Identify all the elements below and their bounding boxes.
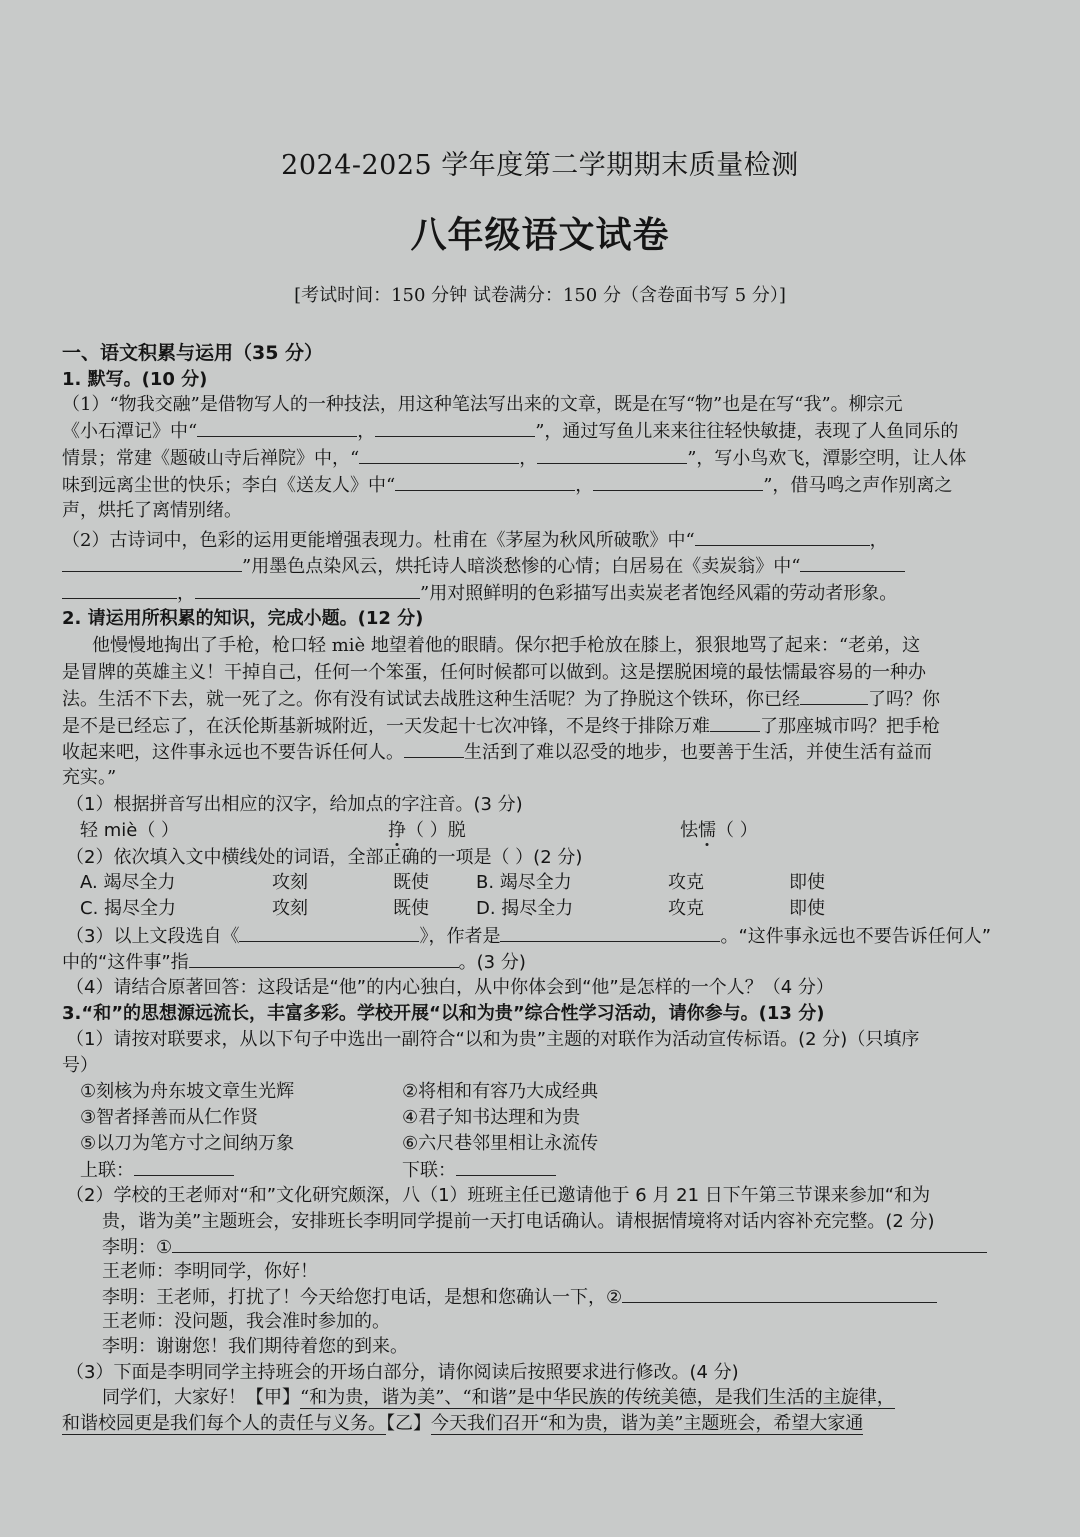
q2-passage-line4: 是不是已经忘了，在沃伦斯基新城附近，一天发起十七次冲锋，不是终于排除万难 了那座城市吗？把手枪	[62, 713, 940, 740]
answer-blank[interactable]	[593, 472, 763, 491]
answer-blank[interactable]	[800, 553, 905, 572]
answer-blank[interactable]	[359, 445, 519, 464]
answer-blank[interactable]	[197, 418, 357, 437]
dialog-line-1: 李明：①	[102, 1234, 987, 1261]
q3-sub1-line1: （1）请按对联要求，从以下句子中选出一副符合“以和为贵”主题的对联作为活动宣传标语。(2 分)（只填序	[66, 1029, 920, 1050]
upper-couplet-blank[interactable]	[134, 1157, 234, 1176]
q2-sub3-line2: 中的“这件事”指 。(3 分)	[62, 949, 526, 976]
answer-blank[interactable]	[62, 580, 177, 599]
q3-sub2-line1: （2）学校的王老师对“和”文化研究颇深，八（1）班班主任已邀请他于 6 月 21 日下午第三节课来参加“和为	[66, 1185, 931, 1206]
q1-p2-line1: （2）古诗词中，色彩的运用更能增强表现力。杜甫在《茅屋为秋风所破歌》中“ ，	[62, 527, 888, 554]
q1-p1-line5: 声，烘托了离情别绪。	[62, 500, 242, 521]
answer-blank[interactable]	[404, 739, 464, 758]
answer-blank[interactable]	[395, 472, 575, 491]
q2-sub1-item1[interactable]: 轻 miè（ ）	[80, 820, 180, 841]
option-d-word3: 即使	[789, 898, 825, 919]
underlined-sentence-jia: “和为贵，谐为美”、“和谐”是中华民族的传统美德，是我们生活的主旋律，	[300, 1387, 895, 1408]
q1-p1-line3: 情景；常建《题破山寺后禅院》中，“ ， ”，写小鸟欢飞，潭影空明，让人体	[62, 445, 966, 472]
option-c-word2: 攻刻	[272, 898, 308, 919]
couplet-choice-4: ④君子知书达理和为贵	[402, 1107, 581, 1128]
answer-blank[interactable]	[710, 713, 760, 732]
option-b-word3: 即使	[789, 872, 825, 893]
q2-sub1-item3[interactable]: 怯懦（ ）	[680, 820, 758, 841]
exam-info: [考试时间：150 分钟 试卷满分：150 分（含卷面书写 5 分）]	[294, 285, 786, 306]
q3-sub3-line3: 和谐校园更是我们每个人的责任与义务。【乙】今天我们召开“和为贵，谐为美”主题班会，希望大家通	[62, 1413, 864, 1434]
couplet-choice-3: ③智者择善而从仁作贤	[80, 1107, 259, 1128]
option-c-word3: 既使	[393, 898, 429, 919]
option-a-word3: 既使	[393, 872, 429, 893]
answer-blank[interactable]	[62, 553, 242, 572]
q3-sub2-line2: 贵，谐为美”主题班会，安排班长李明同学提前一天打电话确认。请根据情境将对话内容补充完整。(2 分)	[102, 1211, 935, 1232]
question-1-title: 1. 默写。(10 分)	[62, 369, 208, 390]
upper-couplet-field: 上联：	[80, 1157, 234, 1184]
option-b-word2: 攻克	[668, 872, 704, 893]
answer-blank[interactable]	[537, 445, 687, 464]
q2-sub4: （4）请结合原著回答：这段话是“他”的内心独白，从中你体会到“他”是怎样的一个人？（4 分）	[66, 977, 834, 998]
dialog-line-4: 王老师：没问题，我会准时参加的。	[102, 1311, 390, 1332]
option-a[interactable]: A. 竭尽全力	[80, 872, 176, 893]
q2-sub1-item2[interactable]: 挣（ ）脱	[388, 820, 466, 841]
dialog-line-5: 李明：谢谢您！我们期待着您的到来。	[102, 1336, 408, 1357]
exam-subtitle: 八年级语文试卷	[410, 215, 670, 256]
q1-p1-line1: （1）“物我交融”是借物写人的一种技法，用这种笔法写出来的文章，既是在写“物”也是在写“我”。柳宗元	[62, 394, 903, 415]
dialog-line-2: 王老师：李明同学，你好！	[102, 1261, 318, 1282]
q3-sub3-line2: 同学们，大家好！【甲】“和为贵，谐为美”、“和谐”是中华民族的传统美德，是我们生活的主旋律，	[102, 1387, 895, 1408]
q2-passage-line2: 是冒牌的英雄主义！干掉自己，任何一个笨蛋，任何时候都可以做到。这是摆脱困境的最怯懦最容易的一种办	[62, 662, 926, 683]
option-b[interactable]: B. 竭尽全力	[476, 872, 572, 893]
q2-passage-line6: 充实。”	[62, 767, 117, 788]
q2-sub1: （1）根据拼音写出相应的汉字，给加点的字注音。(3 分)	[66, 794, 523, 815]
answer-blank[interactable]	[195, 580, 420, 599]
lower-couplet-field: 下联：	[402, 1157, 556, 1184]
answer-blank[interactable]	[500, 923, 720, 942]
option-d[interactable]: D. 揭尽全力	[476, 898, 574, 919]
answer-blank[interactable]	[375, 418, 535, 437]
q3-sub3-line1: （3）下面是李明同学主持班会的开场白部分，请你阅读后按照要求进行修改。(4 分)	[66, 1362, 739, 1383]
answer-blank[interactable]	[239, 923, 419, 942]
q1-p2-line3: ， ”用对照鲜明的色彩描写出卖炭老者饱经风霜的劳动者形象。	[62, 580, 897, 607]
dialog-answer-blank-2[interactable]	[622, 1284, 937, 1303]
couplet-choice-6: ⑥六尺巷邻里相让永流传	[402, 1133, 599, 1154]
underlined-sentence-yi: 今天我们召开“和为贵，谐为美”主题班会，希望大家通	[431, 1413, 864, 1434]
q2-passage-line1: 他慢慢地掏出了手枪，枪口轻 miè 地望着他的眼睛。保尔把手枪放在膝上，狠狠地骂了起来：“老弟，这	[92, 635, 921, 656]
couplet-choice-2: ②将相和有容乃大成经典	[402, 1081, 599, 1102]
couplet-choice-5: ⑤以刀为笔方寸之间纳万象	[80, 1133, 295, 1154]
q3-sub1-line2: 号）	[62, 1055, 98, 1076]
q1-p2-line2: ”用墨色点染风云，烘托诗人暗淡愁惨的心情；白居易在《卖炭翁》中“	[62, 553, 905, 580]
option-d-word2: 攻克	[668, 898, 704, 919]
q1-p1-line4: 味到远离尘世的快乐；李白《送友人》中“ ， ”，借马鸣之声作别离之	[62, 472, 952, 499]
q2-passage-line3: 法。生活不下去，就一死了之。你有没有试试去战胜这种生活呢？为了挣脱这个铁环，你已经 了吗？你	[62, 686, 940, 713]
section-title: 一、语文积累与运用（35 分）	[62, 342, 324, 364]
option-a-word2: 攻刻	[272, 872, 308, 893]
couplet-choice-1: ①刻核为舟东坡文章生光辉	[80, 1081, 295, 1102]
answer-blank[interactable]	[800, 686, 868, 705]
question-3-title: 3.“和”的思想源远流长，丰富多彩。学校开展“以和为贵”综合性学习活动，请你参与。(13 分)	[62, 1003, 825, 1024]
lower-couplet-blank[interactable]	[456, 1157, 556, 1176]
underlined-sentence-jia-cont: 和谐校园更是我们每个人的责任与义务。	[62, 1413, 386, 1434]
option-c[interactable]: C. 揭尽全力	[80, 898, 177, 919]
q2-passage-line5: 收起来吧，这件事永远也不要告诉任何人。 生活到了难以忍受的地步，也要善于生活，并使生活有益而	[62, 739, 932, 766]
q2-sub3-line1: （3）以上文段选自《 》，作者是 。“这件事永远也不要告诉任何人”	[66, 923, 991, 950]
answer-blank[interactable]	[695, 527, 870, 546]
question-2-title: 2. 请运用所积累的知识，完成小题。(12 分)	[62, 608, 424, 629]
dialog-line-3: 李明：王老师，打扰了！今天给您打电话，是想和您确认一下，②	[102, 1284, 937, 1311]
answer-blank[interactable]	[189, 949, 459, 968]
q1-p1-line2: 《小石潭记》中“ ， ”，通过写鱼儿来来往往轻快敏捷，表现了人鱼同乐的	[62, 418, 958, 445]
q2-sub2: （2）依次填入文中横线处的词语，全部正确的一项是（ ）(2 分)	[66, 847, 583, 868]
dialog-answer-blank-1[interactable]	[172, 1234, 987, 1253]
exam-title: 2024-2025 学年度第二学期期末质量检测	[281, 150, 799, 181]
